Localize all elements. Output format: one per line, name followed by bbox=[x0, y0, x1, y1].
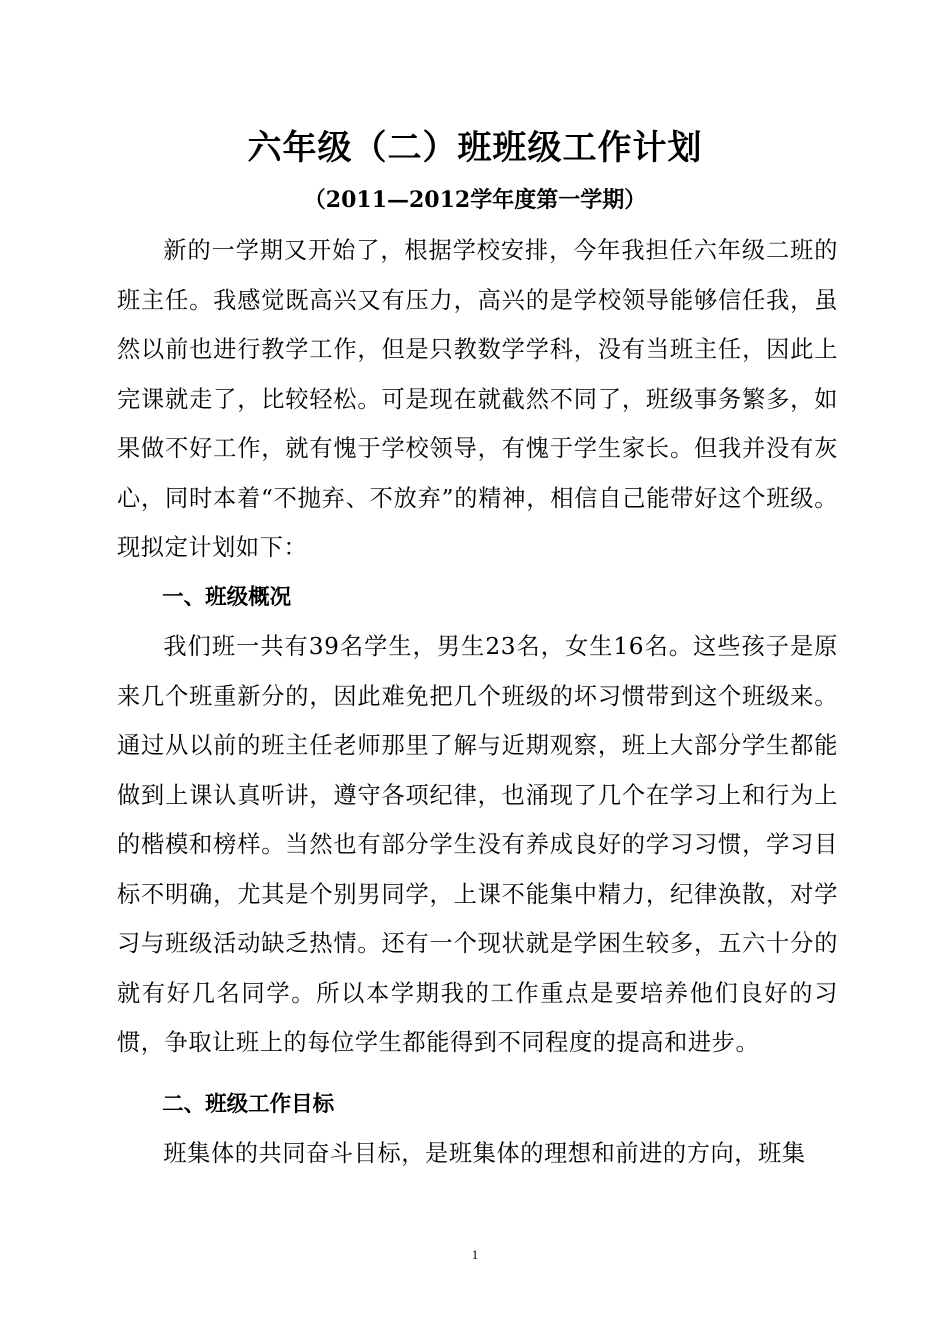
class-overview-paragraph: 我们班一共有39名学生，男生23名，女生16名。这些孩子是原来几个班重新分的，因此难免把几个班级的坏习惯带到这个班级来。通过从以前的班主任老师那里了解与近期观察，班上大部分学生都能做到上课认真听讲，遵守各项纪律，也涌现了几个在学习上和行为上的楷模和榜样。当然也有部分学生没有养成良好的学习习惯，学习目标不明确，尤其是个别男同学，上课不能集中精力，纪律涣散，对学习与班级活动缺乏热情。还有一个现状就是学困生较多，五六十分的就有好几名同学。所以本学期我的工作重点是要培养他们良好的习惯，争取让班上的每位学生都能得到不同程度的提高和进步。 bbox=[117, 633, 838, 1056]
section-heading-work-goals: 二、班级工作目标 bbox=[162, 1091, 335, 1117]
document-body bbox=[117, 226, 838, 1179]
section-heading-class-overview: 一、班级概况 bbox=[162, 584, 292, 610]
page-number: 1 bbox=[471, 1247, 479, 1262]
work-goals-paragraph: 班集体的共同奋斗目标，是班集体的理想和前进的方向，班集 bbox=[163, 1140, 806, 1167]
intro-paragraph: 新的一学期又开始了，根据学校安排，今年我担任六年级二班的班主任。我感觉既高兴又有压力，高兴的是学校领导能够信任我，虽然以前也进行教学工作，但是只教数学学科，没有当班主任，因此上完课就走了，比较轻松。可是现在就截然不同了，班级事务繁多，如果做不好工作，就有愧于学校领导，有愧于学生家长。但我并没有灰心，同时本着“不抛弃、不放弃”的精神，相信自己能带好这个班级。现拟定计划如下： bbox=[117, 237, 838, 561]
document-title: 六年级（二）班班级工作计划 bbox=[247, 128, 703, 168]
document-subtitle: （2011—2012学年度第一学期） bbox=[303, 187, 647, 213]
